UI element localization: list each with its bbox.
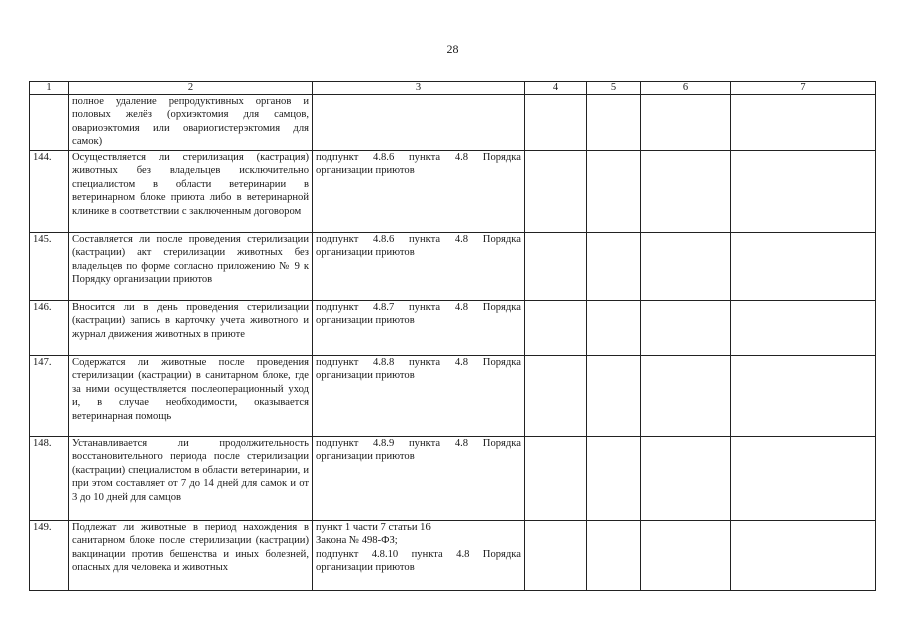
answer-cell — [731, 95, 876, 151]
answer-cell — [525, 437, 587, 521]
answer-cell — [731, 437, 876, 521]
question-text: Осуществляется ли стерилизация (кастрация) животных без владельцев исключительно специалистом в области ветеринарии в ветеринарном блоке приюта либо в ветеринарной клинике в соответствии с заключенным договором — [69, 151, 313, 233]
row-number: 145. — [30, 233, 69, 301]
legal-reference: подпункт 4.8.9 пункта 4.8 Порядка организации приютов — [313, 437, 525, 521]
answer-cell — [525, 233, 587, 301]
table-row — [30, 151, 876, 233]
row-number: 147. — [30, 356, 69, 437]
row-number: 148. — [30, 437, 69, 521]
legal-reference — [313, 521, 525, 591]
row-number — [30, 95, 69, 151]
column-header: 1 — [30, 82, 69, 95]
answer-cell — [731, 356, 876, 437]
table-row — [30, 521, 876, 591]
question-text: Подлежат ли животные в период нахождения в санитарном блоке после стерилизации (кастрации) вакцинации против бешенства и иных болезней, опасных для человека и животных — [69, 521, 313, 591]
answer-cell — [587, 151, 641, 233]
answer-cell — [587, 301, 641, 356]
answer-cell — [731, 233, 876, 301]
answer-cell — [641, 301, 731, 356]
page-number: 28 — [446, 42, 459, 56]
answer-cell — [525, 301, 587, 356]
question-text: полное удаление репродуктивных органов и половых желёз (орхиэктомия для самцов, овариоэктомия или овариогистерэктомия для самок) — [69, 95, 313, 151]
answer-cell — [641, 233, 731, 301]
legal-reference-line: Закона № 498-ФЗ; — [316, 535, 398, 547]
table-row — [30, 95, 876, 151]
row-number: 146. — [30, 301, 69, 356]
column-header: 6 — [641, 82, 731, 95]
answer-cell — [587, 437, 641, 521]
question-text: Содержатся ли животные после проведения стерилизации (кастрации) в санитарном блоке, где за ними осуществляется послеоперационный уход и, в случае необходимости, оказывается ветеринарная помощь — [69, 356, 313, 437]
answer-cell — [641, 95, 731, 151]
table-row — [30, 301, 876, 356]
answer-cell — [525, 95, 587, 151]
table-header-row — [30, 82, 876, 95]
table-row — [30, 233, 876, 301]
legal-reference: подпункт 4.8.6 пункта 4.8 Порядка организации приютов — [313, 233, 525, 301]
answer-cell — [587, 233, 641, 301]
question-text: Вносится ли в день проведения стерилизации (кастрации) запись в карточку учета животного и журнал движения животных в приюте — [69, 301, 313, 356]
table-row — [30, 437, 876, 521]
answer-cell — [587, 95, 641, 151]
legal-reference-line: подпункт 4.8.10 пункта 4.8 Порядка организации приютов — [316, 548, 521, 574]
answer-cell — [641, 521, 731, 591]
legal-reference: подпункт 4.8.8 пункта 4.8 Порядка организации приютов — [313, 356, 525, 437]
column-header: 2 — [69, 82, 313, 95]
legal-reference — [313, 95, 525, 151]
answer-cell — [641, 356, 731, 437]
answer-cell — [731, 301, 876, 356]
table-row — [30, 356, 876, 437]
answer-cell — [587, 521, 641, 591]
answer-cell — [641, 151, 731, 233]
column-header: 5 — [587, 82, 641, 95]
answer-cell — [525, 356, 587, 437]
legal-reference: подпункт 4.8.6 пункта 4.8 Порядка организации приютов — [313, 151, 525, 233]
legal-reference-line: пункт 1 части 7 статьи 16 — [316, 522, 431, 533]
row-number: 149. — [30, 521, 69, 591]
question-text: Составляется ли после проведения стерилизации (кастрации) акт стерилизации животных без владельцев по форме согласно приложению № 9 к Порядку организации приютов — [69, 233, 313, 301]
answer-cell — [641, 437, 731, 521]
row-number: 144. — [30, 151, 69, 233]
answer-cell — [731, 151, 876, 233]
answer-cell — [587, 356, 641, 437]
column-header: 3 — [313, 82, 525, 95]
question-text: Устанавливается ли продолжительность восстановительного периода после стерилизации (кастрации) специалистом в области ветеринарии, и при этом составляет от 7 до 14 дней для самок и от 3 до 10 дней для самцов — [69, 437, 313, 521]
answer-cell — [525, 521, 587, 591]
column-header: 7 — [731, 82, 876, 95]
answer-cell — [525, 151, 587, 233]
answer-cell — [731, 521, 876, 591]
column-header: 4 — [525, 82, 587, 95]
checklist-table — [29, 81, 876, 591]
legal-reference: подпункт 4.8.7 пункта 4.8 Порядка организации приютов — [313, 301, 525, 356]
